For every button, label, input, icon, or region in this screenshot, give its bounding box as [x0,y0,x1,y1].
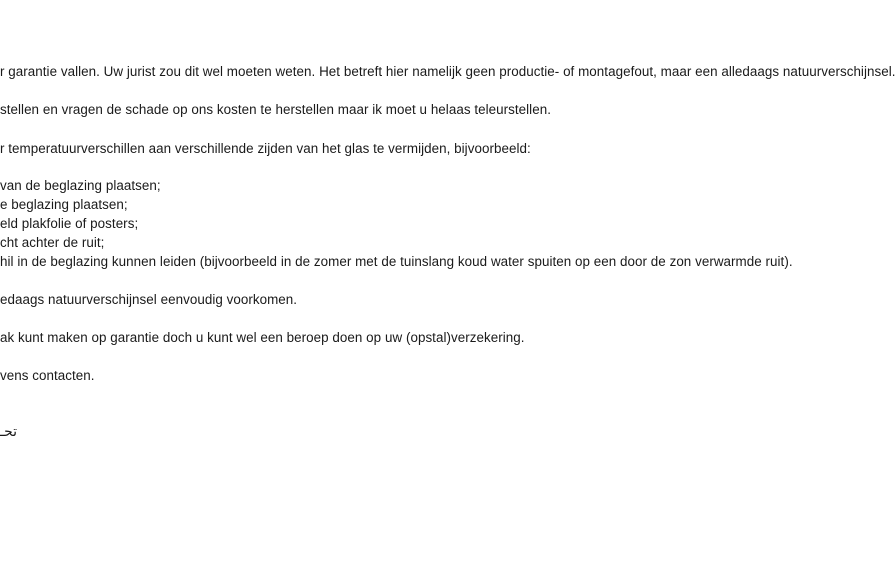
list-item-1: van de beglazing plaatsen; [0,178,161,193]
paragraph-insurance: ak kunt maken op garantie doch u kunt wel een beroep doen op uw (opstal)verzekering. [0,330,525,345]
list-item-3: eld plakfolie of posters; [0,216,139,231]
list-item-5: hil in de beglazing kunnen leiden (bijvoorbeeld in de zomer met de tuinslang koud water spuiten op een door de zon verwarmde ruit). [0,254,793,269]
paragraph-contact: vens contacten. [0,368,95,383]
list-item-2: e beglazing plaatsen; [0,197,128,212]
signature: تحـ [0,424,18,440]
list-item-4: cht achter de ruit; [0,235,105,250]
paragraph-request-repair: stellen en vragen de schade op ons kosten te herstellen maar ik moet u helaas teleurstellen. [0,102,551,117]
paragraph-advice-intro: r temperatuurverschillen aan verschillende zijden van het glas te vermijden, bijvoorbeeld: [0,141,531,156]
paragraph-guarantee: r garantie vallen. Uw jurist zou dit wel moeten weten. Het betreft hier namelijk geen productie- of montagefout, maar een alledaags natuurverschijnsel. [0,64,896,79]
paragraph-prevention: edaags natuurverschijnsel eenvoudig voorkomen. [0,292,298,307]
